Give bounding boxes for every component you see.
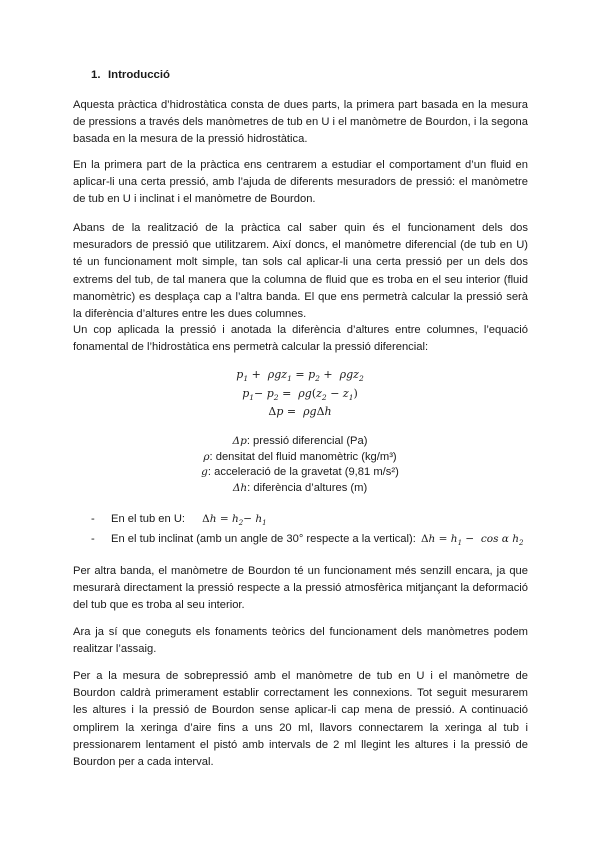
bullet-u-tube-formula: $\Delta h = h_2- h_1$ bbox=[202, 513, 267, 528]
paragraph-1: Aquesta pràctica d’hidrostàtica consta de dues parts, la primera part basada en la mesura de pressions a través dels manòmetres de tub en U i el manòmetre de Bourdon, i la segona basada en la mesura de la pressió hidrostàtica. bbox=[73, 99, 528, 146]
paragraph-6: Ara ja sí que coneguts els fonaments teòrics del funcionament dels manòmetres podem realitzar l’assaig. bbox=[73, 626, 528, 656]
bullet-inclined-tube-formula: $\Delta h = h_1 - \cos \alpha$ $h_2$ bbox=[420, 533, 524, 548]
legend-dh-symbol: Δh bbox=[232, 482, 248, 494]
paragraph-4: Un cop aplicada la pressió i anotada la diferència d’altures entre columnes, l’equació fonamental de l’hidrostàtica ens permetrà calcular la pressió diferencial: bbox=[73, 324, 528, 354]
legend-rho-text: : densitat del fluid manomètric (kg/m³) bbox=[209, 451, 397, 463]
legend-rho-symbol: ρ bbox=[203, 451, 210, 463]
bullet-item-u-tube bbox=[91, 510, 267, 528]
paragraph-5: Per altra banda, el manòmetre de Bourdon té un funcionament més senzill encara, ja que mesurarà directament la pressió respecte a la pressió atmosfèrica mitjançant la deformació del tub que es troba al seu interior. bbox=[73, 565, 528, 612]
legend-g bbox=[0, 465, 600, 481]
legend-dp-text: : pressió diferencial (Pa) bbox=[246, 435, 368, 447]
legend-dp bbox=[0, 434, 600, 450]
bullet-dash: - bbox=[91, 513, 95, 525]
section-title: Introducció bbox=[108, 69, 171, 81]
legend-dp-symbol: Δp bbox=[232, 435, 247, 447]
bullet-dash: - bbox=[91, 533, 95, 545]
equation-1: $p_1 + \rho gz_1 = p_2 + \rho gz_2$ bbox=[236, 368, 364, 384]
legend-dh-text: : diferència d’altures (m) bbox=[247, 482, 368, 494]
paragraph-7: Per a la mesura de sobrepressió amb el manòmetre de tub en U i el manòmetre de Bourdon caldrà primerament establir correctament les connexions. Tot seguit mesurarem les altures i la pressió de Bourdon sense aplicar-li cap mena de pressió. A continuació omplirem la xeringa d’aire fins a uns 20 ml, llavors connectarem la xeringa al tub i pressionarem lentament el pistó amb intervals de 2 ml llegint les altures i la pressió de Bourdon per a cada interval. bbox=[73, 670, 528, 769]
bullet-inclined-tube-text: En el tub inclinat (amb un angle de 30° respecte a la vertical): bbox=[111, 533, 416, 545]
bullet-item-inclined-tube bbox=[91, 530, 523, 548]
legend-rho bbox=[0, 450, 600, 466]
section-number: 1. bbox=[91, 69, 101, 81]
section-heading bbox=[91, 69, 170, 81]
paragraph-3: Abans de la realització de la pràctica cal saber quin és el funcionament dels dos mesuradors de pressió que utilitzarem. Així doncs, el manòmetre diferencial (de tub en U) té un funcionament molt simple, tan sols cal aplicar-li una certa pressió per un dels dos extrems del tub, de tal manera que la columna de fluid que es troba en el seu interior (fluid manomètric) es desplaça cap a l’altra banda. El que ens permetrà calcular la pressió serà la diferència d’altures entre les dues columnes. bbox=[73, 222, 528, 321]
bullet-u-tube-text: En el tub en U: bbox=[111, 513, 186, 525]
paragraph-2: En la primera part de la pràctica ens centrarem a estudiar el comportament d’un fluid en aplicar-li una certa pressió, amb l’ajuda de diferents mesuradors de pressió: el manòmetre de tub en U i inclinat i el manòmetre de Bourdon. bbox=[73, 159, 528, 206]
equation-3: Δp = ρgΔh bbox=[268, 405, 332, 418]
legend-g-text: : acceleració de la gravetat (9,81 m/s²) bbox=[207, 466, 399, 478]
equation-2: $p_1- p_2 = \rho g(z_2 - z_1)$ bbox=[242, 387, 358, 403]
legend-dh bbox=[0, 481, 600, 497]
legend-g-symbol: g bbox=[201, 466, 208, 478]
